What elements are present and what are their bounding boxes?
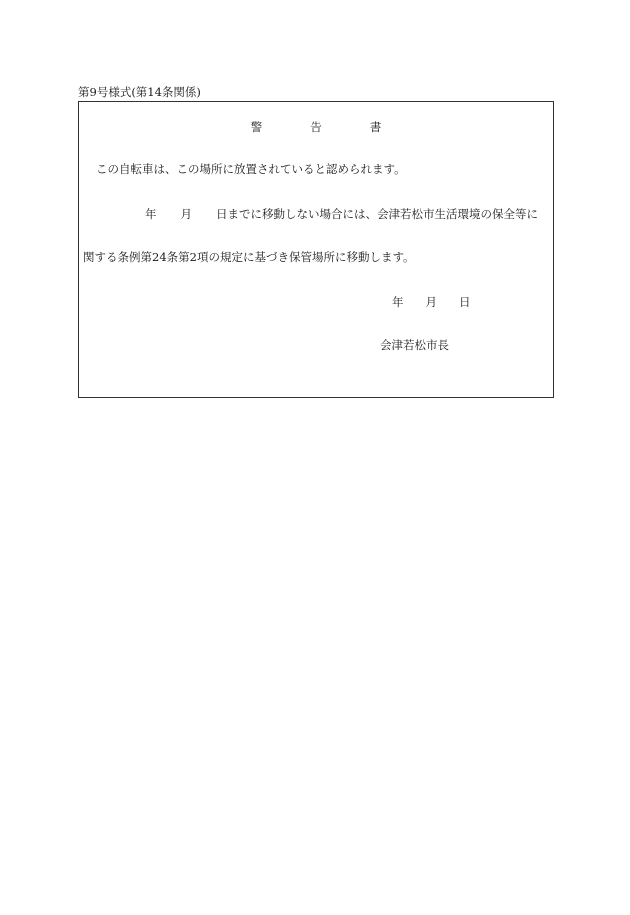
notice-title xyxy=(79,119,553,135)
notice-date xyxy=(392,294,471,310)
notice-paragraph-1: この自転車は、この場所に放置されていると認められます。 xyxy=(96,162,406,176)
title-char: 書 xyxy=(369,120,382,134)
deadline-day-text: 日までに移動しない場合には、会津若松市生活環境の保全等に xyxy=(216,207,538,221)
notice-paragraph-2 xyxy=(145,206,538,222)
title-char: 告 xyxy=(310,120,322,134)
form-number-label: 第9号様式(第14条関係) xyxy=(78,85,201,99)
date-day: 日 xyxy=(459,295,471,309)
deadline-month: 月 xyxy=(180,207,192,221)
issuer-signature: 会津若松市長 xyxy=(380,338,449,352)
deadline-year: 年 xyxy=(145,207,157,221)
date-year: 年 xyxy=(392,295,404,309)
warning-notice-box xyxy=(78,101,554,398)
notice-paragraph-3: 関する条例第24条第2項の規定に基づき保管場所に移動します。 xyxy=(83,250,415,264)
date-month: 月 xyxy=(425,295,437,309)
title-char: 警 xyxy=(250,120,263,134)
